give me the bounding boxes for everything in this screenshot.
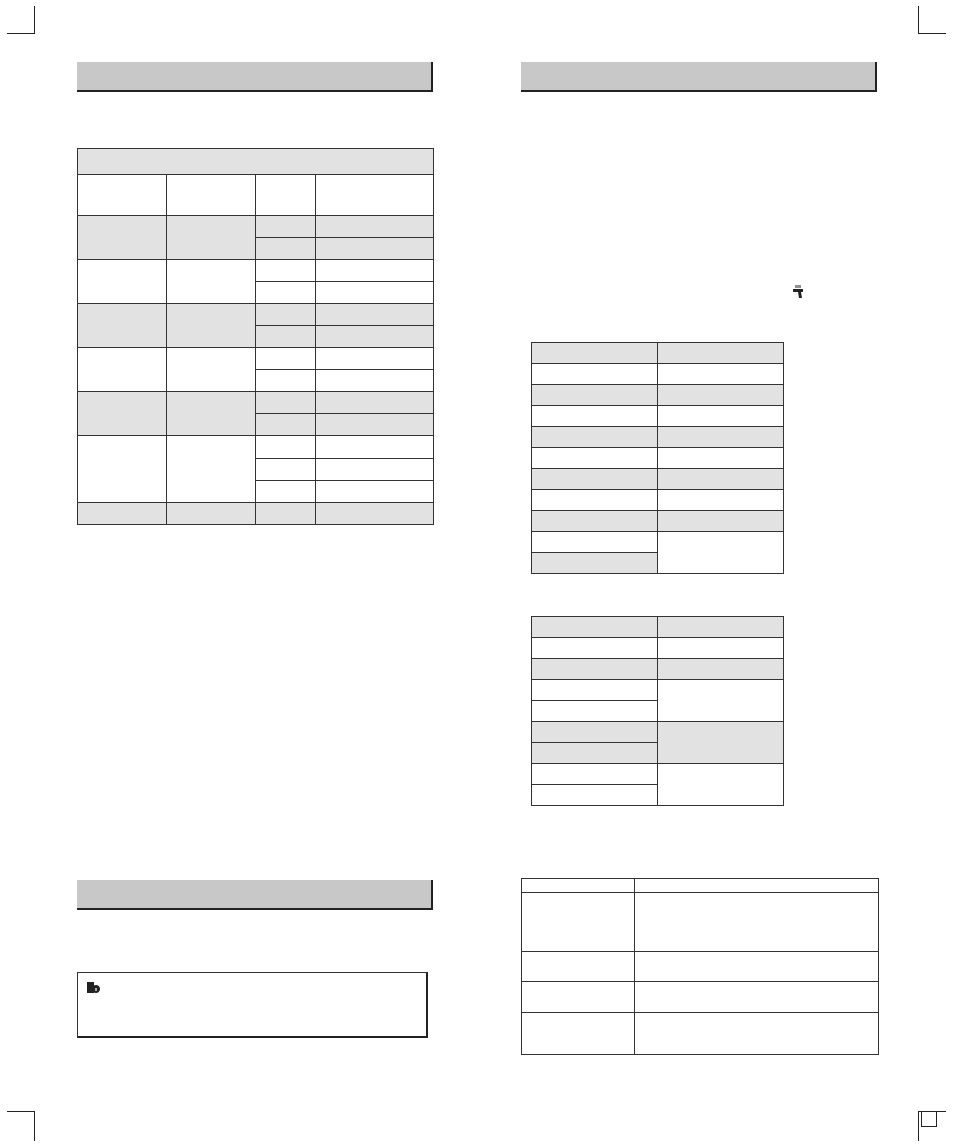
table-cell bbox=[532, 680, 658, 701]
table-cell bbox=[256, 238, 316, 260]
table-cell bbox=[256, 348, 316, 370]
table-cell bbox=[532, 722, 658, 743]
table-cell bbox=[532, 532, 658, 553]
table-cell bbox=[167, 216, 256, 260]
table-cell bbox=[167, 392, 256, 436]
table-cell bbox=[256, 326, 316, 348]
table-cell bbox=[532, 785, 658, 806]
table-cell bbox=[522, 893, 635, 952]
table-cell bbox=[532, 364, 658, 385]
table-cell bbox=[658, 427, 784, 448]
table-cell bbox=[522, 952, 635, 982]
table-cell bbox=[532, 427, 658, 448]
table-cell bbox=[316, 304, 434, 326]
table-header-cell bbox=[532, 617, 658, 638]
table-cell bbox=[522, 982, 635, 1013]
table-cell bbox=[532, 406, 658, 427]
spray-gun-icon bbox=[791, 285, 807, 299]
table-header-cell bbox=[522, 879, 635, 893]
table-cell bbox=[78, 392, 167, 436]
table-cell bbox=[532, 490, 658, 511]
table-cell bbox=[532, 553, 658, 574]
right-section-header-1 bbox=[521, 62, 877, 92]
table-cell bbox=[78, 260, 167, 304]
table-cell bbox=[256, 216, 316, 238]
table-cell bbox=[658, 385, 784, 406]
table-cell bbox=[316, 481, 434, 503]
table-cell bbox=[78, 216, 167, 260]
table-cell bbox=[532, 743, 658, 764]
right-table-3 bbox=[521, 878, 879, 1055]
table-cell bbox=[167, 436, 256, 503]
table-header-cell bbox=[635, 879, 879, 893]
table-cell bbox=[658, 511, 784, 532]
table-cell bbox=[658, 364, 784, 385]
table-cell bbox=[532, 448, 658, 469]
table-cell bbox=[658, 659, 784, 680]
table-cell bbox=[256, 260, 316, 282]
table-cell bbox=[532, 469, 658, 490]
table-cell bbox=[167, 260, 256, 304]
table-cell bbox=[658, 406, 784, 427]
table-header-cell bbox=[316, 175, 434, 216]
table-cell bbox=[78, 304, 167, 348]
table-cell bbox=[256, 370, 316, 392]
left-section-header-1 bbox=[77, 62, 433, 92]
table-cell bbox=[635, 952, 879, 982]
table-cell bbox=[635, 893, 879, 952]
table-cell bbox=[256, 414, 316, 436]
table-cell bbox=[658, 532, 784, 574]
table-header-cell bbox=[256, 175, 316, 216]
table-cell bbox=[78, 348, 167, 392]
table-cell bbox=[316, 282, 434, 304]
table-cell bbox=[532, 511, 658, 532]
table-cell bbox=[316, 348, 434, 370]
table-cell bbox=[167, 348, 256, 392]
note-box bbox=[77, 972, 428, 1038]
table-cell bbox=[658, 638, 784, 659]
table-cell bbox=[532, 659, 658, 680]
table-title-cell bbox=[78, 149, 434, 175]
page-number-box bbox=[921, 1111, 937, 1127]
table-cell bbox=[532, 385, 658, 406]
table-cell bbox=[316, 326, 434, 348]
table-cell bbox=[256, 503, 316, 525]
table-cell bbox=[256, 304, 316, 326]
table-cell bbox=[658, 722, 784, 764]
table-cell bbox=[316, 459, 434, 481]
table-cell bbox=[167, 304, 256, 348]
table-cell bbox=[256, 436, 316, 459]
table-header-cell bbox=[167, 175, 256, 216]
table-header-cell bbox=[78, 175, 167, 216]
table-header-cell bbox=[658, 617, 784, 638]
table-cell bbox=[316, 370, 434, 392]
table-cell bbox=[658, 764, 784, 806]
table-cell bbox=[78, 503, 167, 525]
table-cell bbox=[316, 260, 434, 282]
table-cell bbox=[532, 764, 658, 785]
right-table-1 bbox=[531, 342, 784, 574]
table-cell bbox=[316, 216, 434, 238]
table-cell bbox=[658, 490, 784, 511]
table-cell bbox=[316, 392, 434, 414]
table-cell bbox=[658, 680, 784, 722]
left-spec-table bbox=[77, 148, 434, 525]
table-header-cell bbox=[532, 343, 658, 364]
table-cell bbox=[316, 503, 434, 525]
table-header-cell bbox=[658, 343, 784, 364]
table-cell bbox=[522, 1013, 635, 1055]
table-cell bbox=[256, 282, 316, 304]
table-cell bbox=[532, 701, 658, 722]
table-cell bbox=[78, 436, 167, 503]
table-cell bbox=[316, 414, 434, 436]
table-cell bbox=[256, 481, 316, 503]
table-cell bbox=[167, 503, 256, 525]
table-cell bbox=[532, 638, 658, 659]
table-cell bbox=[256, 392, 316, 414]
left-section-header-2 bbox=[77, 880, 433, 910]
table-cell bbox=[316, 436, 434, 459]
table-cell bbox=[316, 238, 434, 260]
right-table-2 bbox=[531, 616, 784, 806]
table-cell bbox=[658, 469, 784, 490]
table-cell bbox=[658, 448, 784, 469]
table-cell bbox=[635, 982, 879, 1013]
note-info-icon bbox=[87, 982, 101, 994]
table-cell bbox=[635, 1013, 879, 1055]
table-cell bbox=[256, 459, 316, 481]
